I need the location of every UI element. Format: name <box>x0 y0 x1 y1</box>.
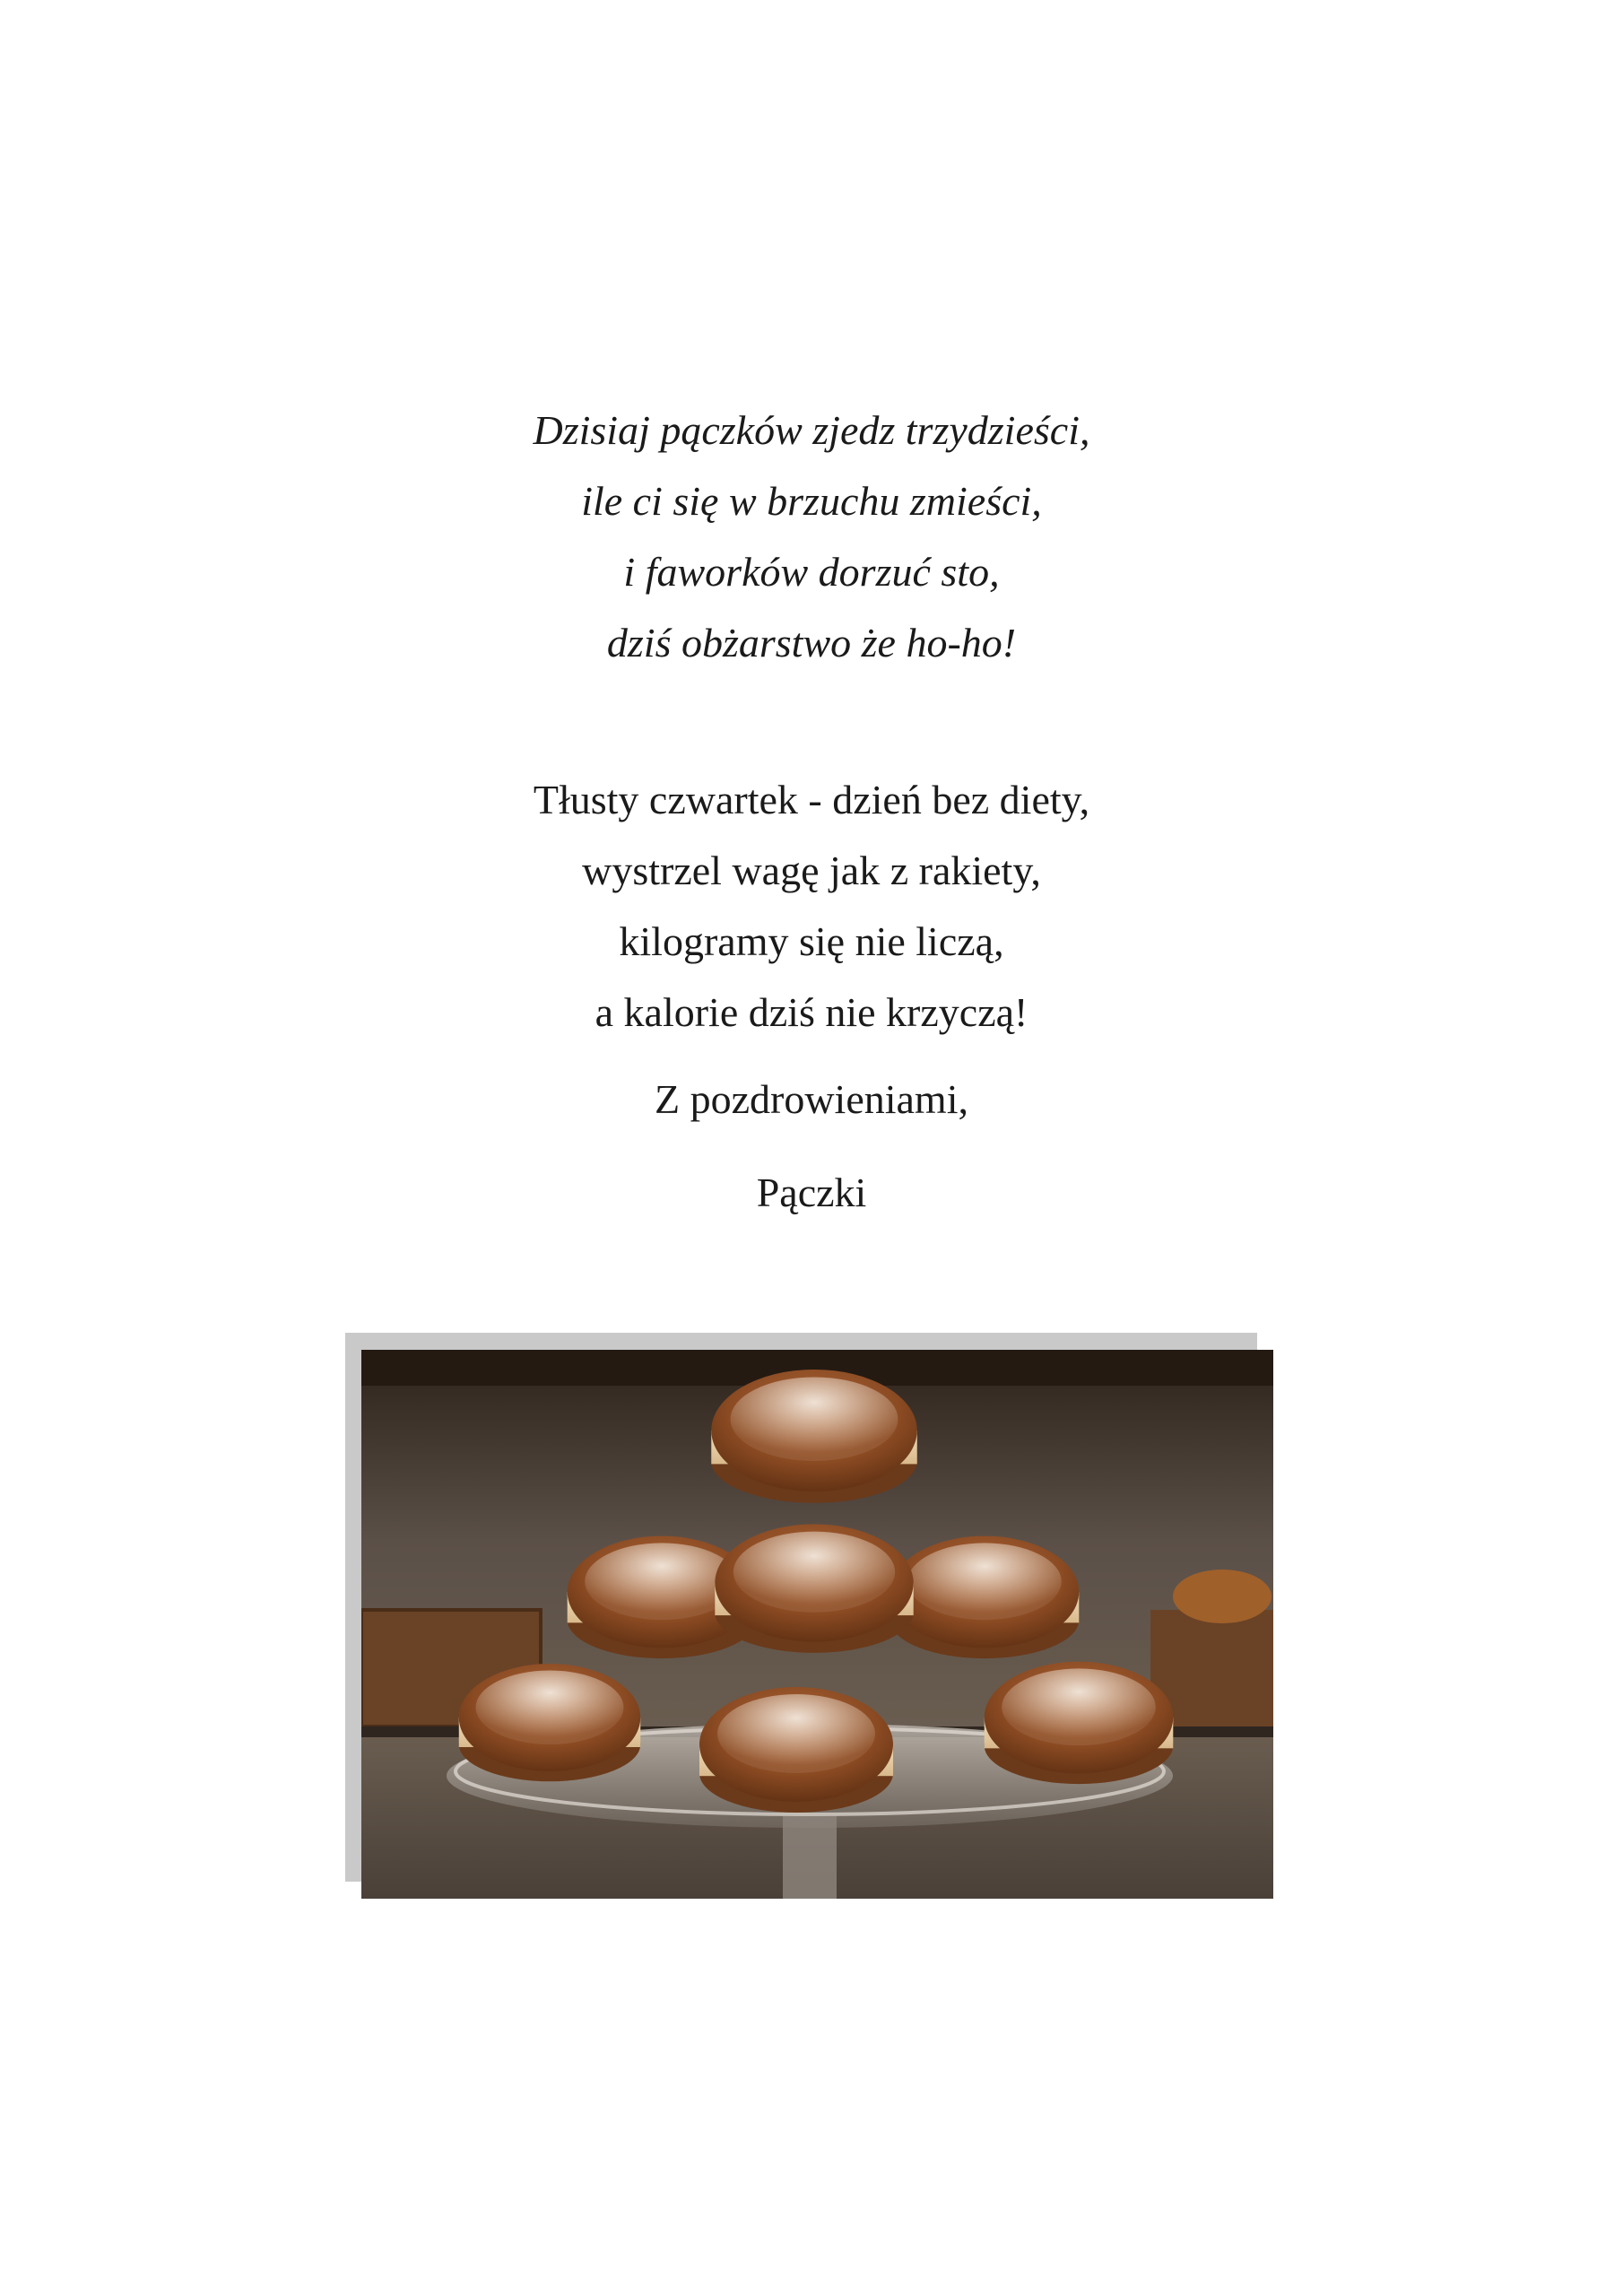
poem-stanza-2 <box>0 764 1623 1048</box>
doughnuts-illustration <box>361 1350 1273 1899</box>
doughnuts-photo <box>361 1350 1273 1899</box>
closing-signature: Pączki <box>756 1170 867 1215</box>
closing-greeting: Z pozdrowieniami, <box>654 1076 968 1122</box>
poem-line: wystrzel wagę jak z rakiety, <box>582 848 1041 893</box>
poem-line: Dzisiaj pączków zjedz trzydzieści, <box>533 407 1090 453</box>
poem-line: a kalorie dziś nie krzyczą! <box>595 989 1028 1035</box>
poem-line: kilogramy się nie liczą, <box>619 918 1004 964</box>
poem-line: ile ci się w brzuchu zmieści, <box>581 478 1042 524</box>
poem-line: Tłusty czwartek - dzień bez diety, <box>533 777 1090 822</box>
poem-line: dziś obżarstwo że ho-ho! <box>606 620 1017 665</box>
poem-line: i faworków dorzuć sto, <box>623 549 1000 595</box>
poem-stanza-1 <box>0 395 1623 678</box>
